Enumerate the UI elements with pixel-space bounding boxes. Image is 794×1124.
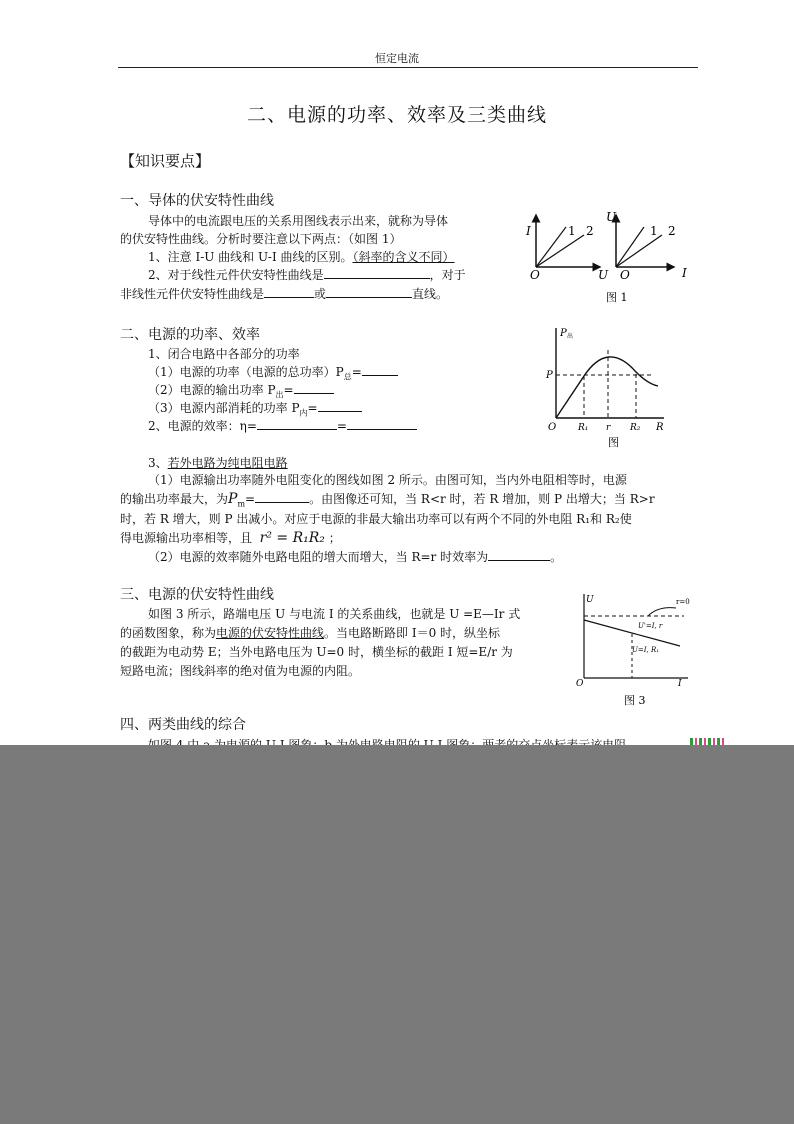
fig2-p-label: P [546,370,553,381]
answer-blank [294,381,334,394]
section-1-heading: 一、导体的伏安特性曲线 [120,193,274,209]
running-header: 恒定电流 [375,52,419,65]
sec2-p2-text: 的输出功率最大，为 [120,492,229,506]
sec2-p5-text: （2）电源的效率随外电路电阻的增大而增大，当 R=r 时效率为 [148,550,489,564]
fig3-y-label: U [586,595,594,605]
sec1-item-3-text: 非线性元件伏安特性曲线是 [120,287,265,301]
sec2-paragraph-line: 时，若 R 增大，则 P 出减小。对应于电源的非最大输出功率可以有两个不同的外电阻 R₁和 R₂使 [120,512,632,526]
fig3-label-a: U'=I, r [638,622,663,630]
fig1-left-line-2: 2 [586,224,594,238]
figure-3 [572,590,694,710]
fig3-r0-label: r=0 [676,598,690,606]
sec2-paragraph-line [120,529,341,546]
sec2-p4-text: 得电源输出功率相等，且 [120,531,253,545]
pm-symbol: P [228,491,238,507]
answer-blank [255,490,309,503]
fig1-right-line-1: 1 [650,224,658,238]
sec2-line-2-sub: 总 [343,372,352,382]
fig1-left-x-label: U [598,268,609,282]
sec1-item-3-or: 或 [314,287,327,301]
sec2-sub-3-text: 若外电路为纯电阻电路 [167,456,288,470]
fig2-origin: O [548,422,557,433]
answer-blank [326,285,412,298]
sec2-line-2: （1）电源的功率（电源的总功率）$P_总=$ [148,363,398,382]
answer-blank [324,266,430,279]
sec1-item-1-note: （斜率的含义不同） [352,250,455,264]
sec3-p2-text: 的函数图象，称为 [120,626,217,640]
sec3-paragraph-line: 的截距为电动势 E；当外电路电压为 U=0 时，横坐标的截距 I 短=E/r 为 [120,645,513,659]
sec3-p2-underlined: 电源的伏安特性曲线 [216,626,325,640]
sec2-line-5-text: 2、电源的效率：η= [148,419,257,433]
sec2-line-3: （2）电源的输出功率 $P_出=$ [148,381,334,400]
sec2-line-5 [148,417,417,434]
sec2-line-4: （3）电源内部消耗的功率 $P_内=$ [148,399,362,418]
sec3-paragraph-line: 如图 3 所示，路端电压 U 与电流 I 的关系曲线，也就是 U =E—Ir 式 [148,607,521,621]
fig2-caption: 图 [608,436,619,448]
sec2-line-4-text: （3）电源内部消耗的功率 P [148,401,300,415]
sec2-paragraph-line: （1）电源输出功率随外电阻变化的图线如图 2 所示。由图可知，当内外电阻相等时，电源 [148,473,627,487]
sec3-p2-tail: 。当电路断路即 I＝0 时，纵坐标 [324,626,501,640]
fig3-label-b: U=I, R₁ [632,646,660,654]
sec3-paragraph-line: 短路电流；图线斜率的绝对值为电源的内阻。 [120,664,361,678]
fig3-x-label: I [678,679,682,689]
fig1-caption: 图 1 [606,291,628,304]
sec2-sub-3 [148,454,288,471]
fig3-caption: 图 3 [624,694,646,707]
sec1-item-3-tail: 直线。 [412,287,449,301]
sec1-item-1 [148,248,455,265]
sec2-p5-tail: 。 [550,550,563,564]
fig2-y-label: P [560,328,567,339]
sec1-item-3 [120,285,448,302]
answer-blank [362,363,398,376]
sec1-item-2 [148,266,466,283]
sec3-paragraph-line [120,624,500,641]
fig1-right-y-label: U [606,210,617,224]
sec2-sub-3-num: 3、 [148,456,168,470]
fig1-left-origin: O [530,268,540,282]
redacted-area [0,745,794,1124]
sec2-line-2-text: （1）电源的功率（电源的总功率）P [148,365,344,379]
fig2-r: r [606,423,611,433]
answer-blank [347,417,417,430]
section-2-heading: 二、电源的功率、效率 [120,327,260,343]
sec1-item-2-text: 2、对于线性元件伏安特性曲线是 [148,268,324,282]
fig2-y-sub: 出 [567,333,574,340]
page-title: 二、电源的功率、效率及三类曲线 [246,104,547,126]
sec1-item-2-tail: ，对于 [429,268,466,282]
sec2-p2-tail: 。由图像还可知，当 R<r 时，若 R 增加，则 P 出增大；当 R>r [309,492,655,506]
header-rule [118,67,698,68]
section-3-heading: 三、电源的伏安特性曲线 [120,587,274,603]
fig2-r2: R₂ [630,423,641,433]
sec2-line-5-eq: = [336,419,347,433]
fig1-right-x-label: I [682,266,687,280]
pm-sub: m [237,499,246,509]
answer-blank [488,548,550,561]
figure-1 [522,205,702,315]
fig2-r1: R₁ [578,423,589,433]
sec2-line-1: 1、闭合电路中各部分的功率 [148,347,300,361]
fig1-right-line-2: 2 [668,224,676,238]
answer-blank [318,399,362,412]
fig2-x-label: R [656,422,664,433]
fig1-right-origin: O [620,268,630,282]
answer-blank [257,417,337,430]
sec2-line-3-text: （2）电源的输出功率 P [148,383,276,397]
sec1-paragraph-line: 导体中的电流跟电压的关系用图线表示出来，就称为导体 [148,214,449,228]
sec1-paragraph-line: 的伏安特性曲线。分析时要注意以下两点：（如图 1） [120,232,402,246]
sec2-p4-tail: ； [328,531,341,545]
sec1-item-1-text: 1、注意 I-U 曲线和 U-I 曲线的区别。 [148,250,353,264]
answer-blank [264,285,314,298]
sec2-paragraph-line [148,548,562,565]
sec2-line-3-sub: 出 [275,390,284,400]
fig1-left-y-label: I [526,224,531,238]
knowledge-heading: 【知识要点】 [120,152,211,170]
r-squared-equation: r² = R₁R₂ [259,530,325,546]
fig1-left-line-1: 1 [568,224,576,238]
figure-2 [540,322,670,448]
sec2-line-4-sub: 内 [299,408,308,418]
section-4-heading: 四、两类曲线的综合 [120,717,246,733]
fig3-origin: O [576,679,584,689]
sec2-paragraph-line: 的输出功率最大，为$P_m=$ 。由图像还可知，当 R<r 时，若 R 增加，则 P 出增大；当 R>r [120,491,655,509]
